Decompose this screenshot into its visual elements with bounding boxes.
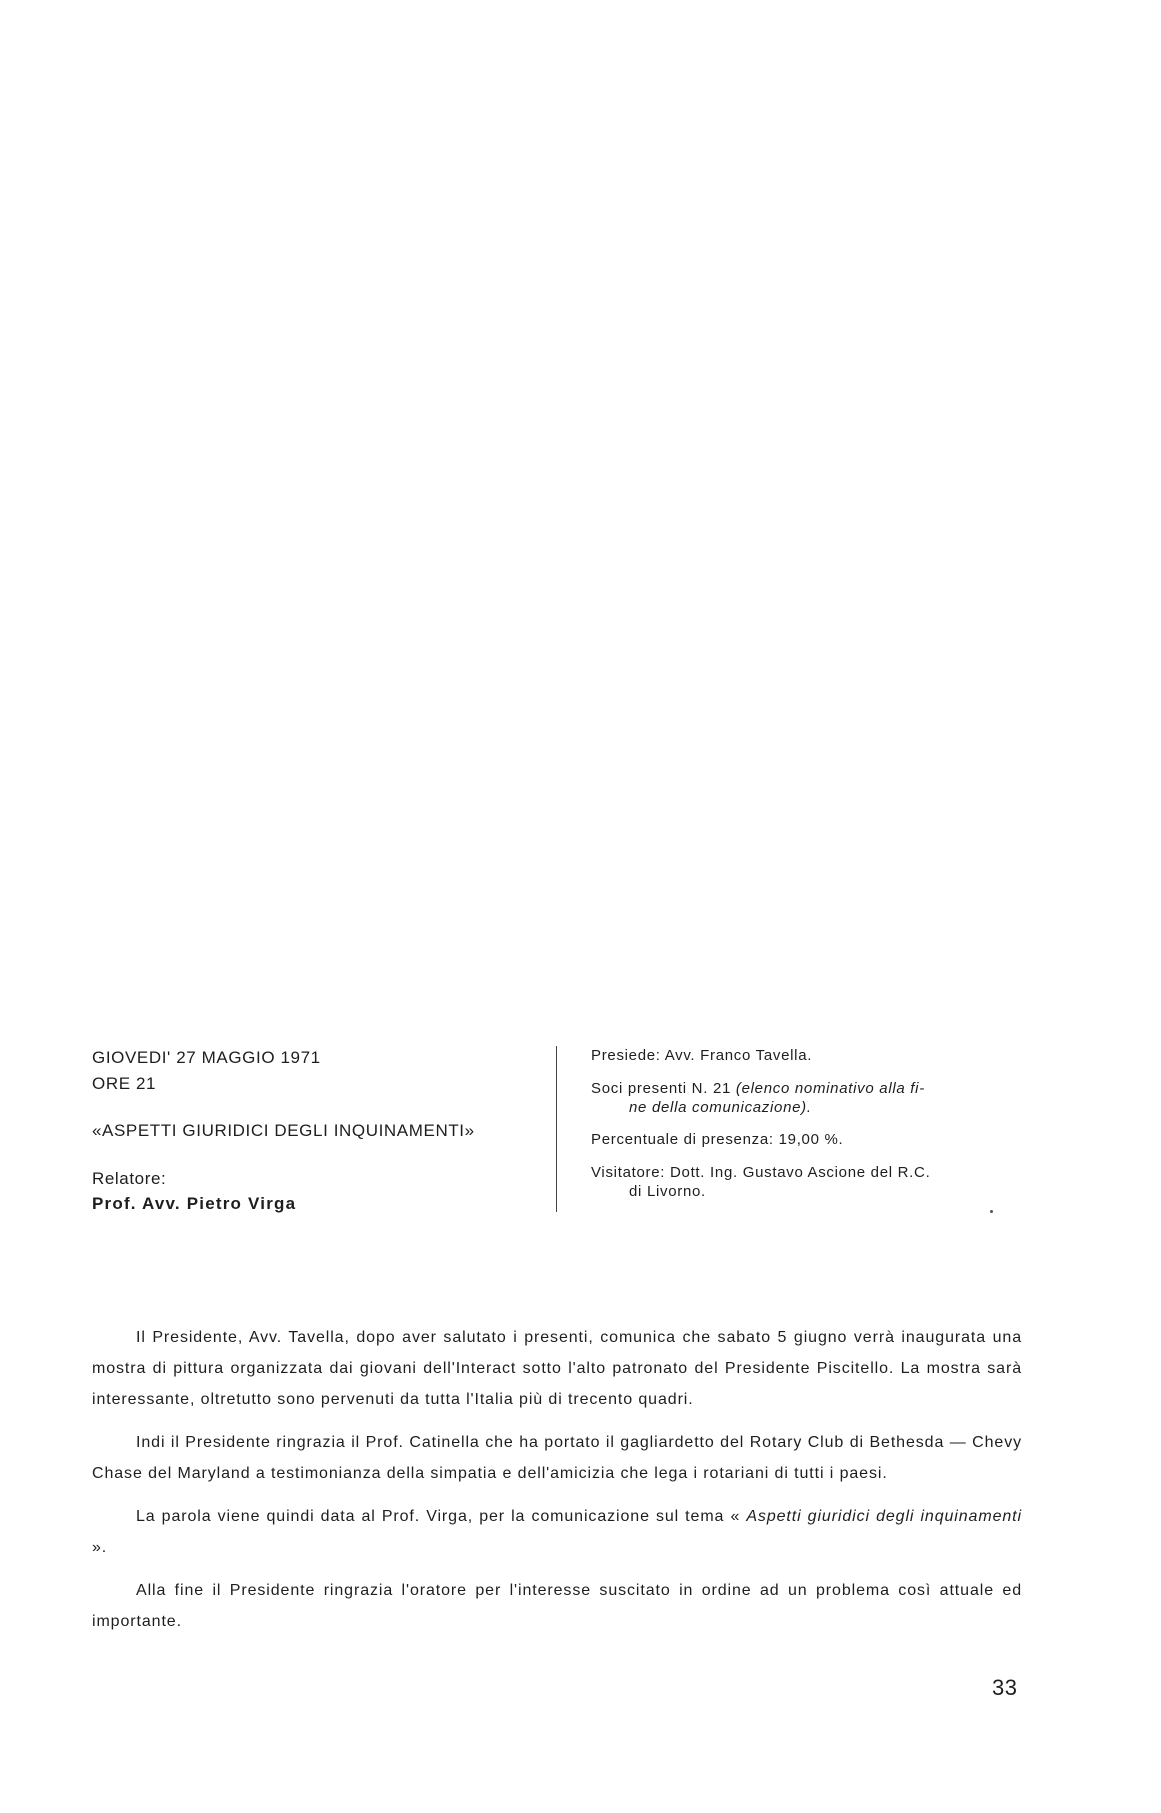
visitor-text-2: di Livorno.: [629, 1182, 706, 1200]
stray-mark: [990, 1210, 993, 1213]
paragraph-3: [92, 1501, 1022, 1563]
page-number: 33: [992, 1675, 1018, 1700]
speaker-label: Relatore:: [92, 1168, 167, 1188]
visitor-text-1: Visitatore: Dott. Ing. Gustavo Ascione del R.C.: [591, 1164, 931, 1181]
meeting-time: ORE 21: [92, 1073, 157, 1093]
visitor-line: [591, 1164, 1031, 1202]
paragraph-4: Alla fine il Presidente ringrazia l'oratore per l'interesse suscitato in ordine ad un problema così attuale ed importante.: [92, 1582, 1022, 1630]
members-count: Soci presenti N. 21: [591, 1079, 732, 1097]
meeting-date: GIOVEDI' 27 MAGGIO 1971: [92, 1048, 321, 1067]
attendance-line: Percentuale di presenza: 19,00 %.: [591, 1131, 844, 1149]
column-divider: [556, 1046, 557, 1212]
meeting-topic: «ASPETTI GIURIDICI DEGLI INQUINAMENTI»: [92, 1121, 475, 1140]
speaker-name: Prof. Avv. Pietro Virga: [92, 1194, 297, 1213]
members-note-1: (elenco nominativo alla fi-: [735, 1079, 925, 1097]
meeting-header: [92, 1045, 552, 1217]
talk-title: Aspetti giuridici degli inquinamenti: [746, 1508, 1022, 1525]
members-note-2: ne della comunicazione).: [629, 1098, 812, 1116]
paragraph-3-end: ».: [92, 1539, 108, 1556]
minutes-body: [92, 1322, 1022, 1649]
members-present: [591, 1080, 1031, 1118]
meeting-details: [591, 1047, 1031, 1216]
paragraph-2: Indi il Presidente ringrazia il Prof. Catinella che ha portato il gagliardetto del Rotary Club di Bethesda — Chevy Chase del Maryland a testimonianza della simpatia e dell'amicizia che lega i rotariani di tutti i paesi.: [92, 1434, 1022, 1482]
paragraph-3-start: La parola viene quindi data al Prof. Virga, per la comunicazione sul tema «: [136, 1508, 741, 1525]
presides-line: Presiede: Avv. Franco Tavella.: [591, 1047, 813, 1064]
paragraph-1: Il Presidente, Avv. Tavella, dopo aver salutato i presenti, comunica che sabato 5 giugno verrà inaugurata una mostra di pittura organizzata dai giovani dell'Interact sotto l'alto patronato del Presidente Piscitello. La mostra sarà interessante, oltretutto sono pervenuti da tutta l'Italia più di trecento quadri.: [92, 1329, 1022, 1408]
